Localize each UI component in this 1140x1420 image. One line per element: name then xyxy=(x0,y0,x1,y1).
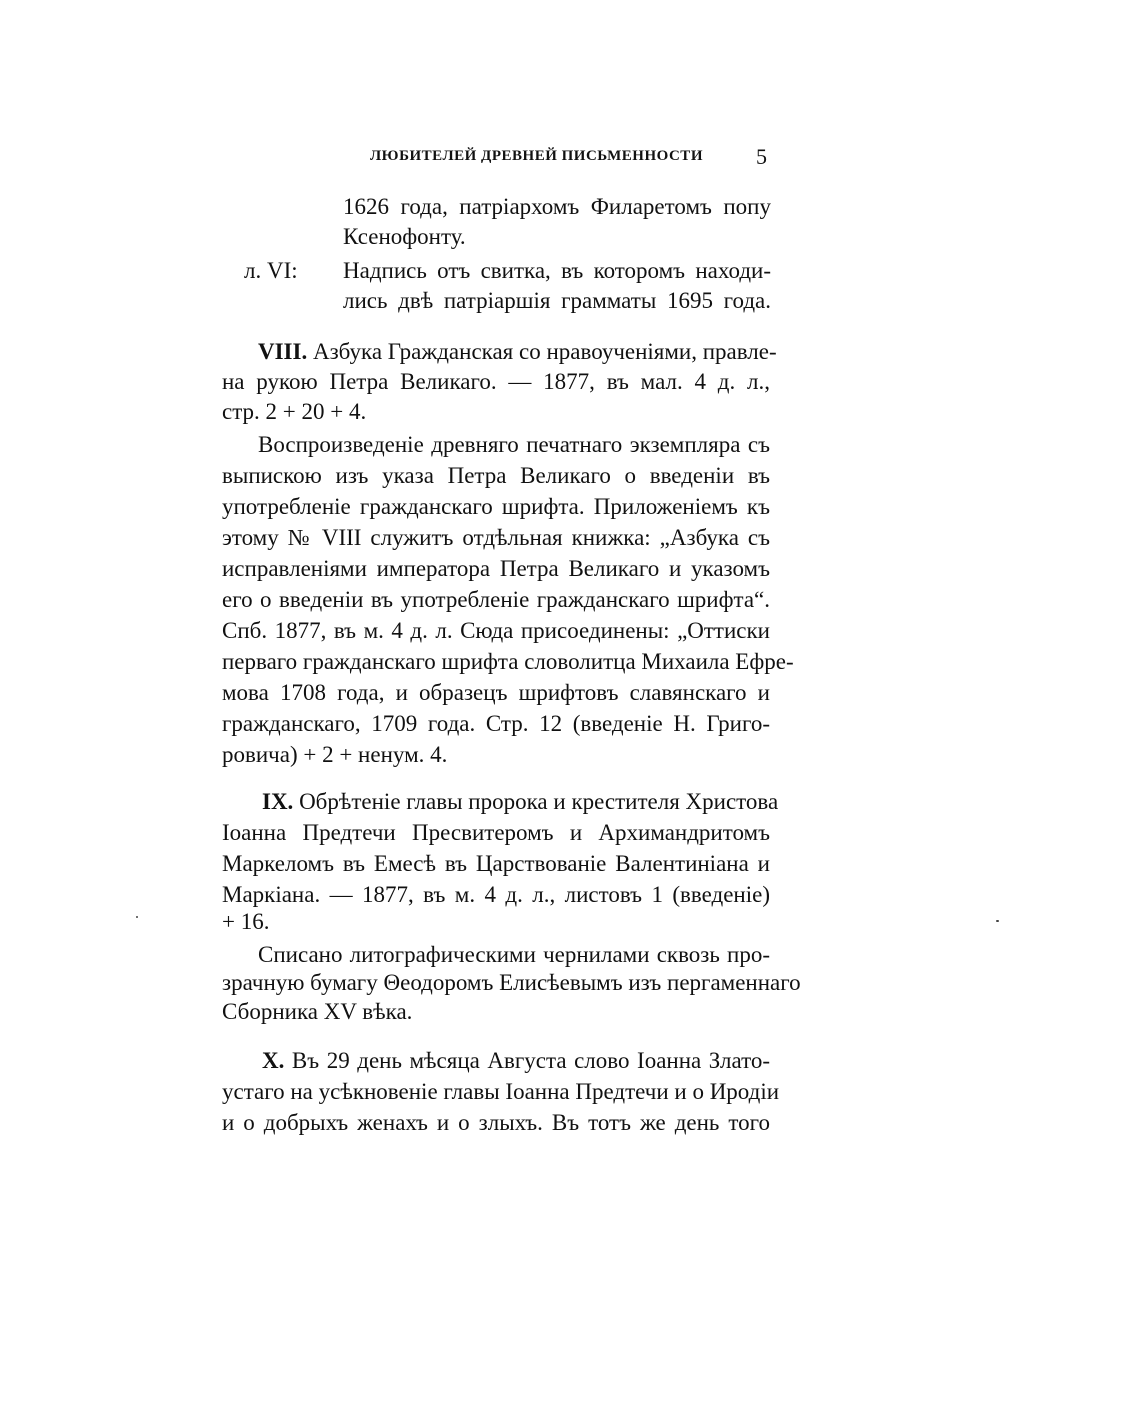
entry-body-line: выпискою изъ указа Петра Великаго о введеніи въ xyxy=(222,463,770,488)
entry-body-line: употребленіе гражданскаго шрифта. Приложеніемъ къ xyxy=(222,494,770,519)
note-line: Ксенофонту. xyxy=(343,224,466,249)
entry-title-line: Іоанна Предтечи Пресвитеромъ и Архимандритомъ xyxy=(222,820,770,845)
entry-body-line: этому № VIII служитъ отдѣльная книжка: „Азбука съ xyxy=(222,525,770,550)
running-title: ЛЮБИТЕЛЕЙ ДРЕВНЕЙ ПИСЬМЕННОСТИ xyxy=(370,148,703,164)
entry-title-text: Въ 29 день мѣсяца Августа слово Іоанна Злато- xyxy=(291,1048,770,1073)
page-number: 5 xyxy=(756,144,767,169)
entry-body-line: зрачную бумагу Θеодоромъ Елисѣевымъ изъ пергаменнаго xyxy=(222,970,801,995)
entry-body-line: перваго гражданскаго шрифта словолитца Михаила Ефре- xyxy=(222,649,794,674)
entry-body-line: мова 1708 года, и образецъ шрифтовъ славянскаго и xyxy=(222,680,770,705)
scan-speck xyxy=(996,920,999,922)
entry-numeral: VIII. xyxy=(258,339,308,364)
entry-title-line: Маркіана. — 1877, въ м. 4 д. л., листовъ 1 (введеніе) xyxy=(222,882,770,907)
entry-body-line: Спб. 1877, въ м. 4 д. л. Сюда присоединены: „Оттиски xyxy=(222,618,770,643)
entry-title-line: устаго на усѣкновеніе главы Іоанна Предтечи и о Иродіи xyxy=(222,1079,780,1104)
note-line: лись двѣ патріаршія грамматы 1695 года. xyxy=(343,288,771,313)
note-label: л. VI: xyxy=(244,258,298,283)
entry-body-line: исправленіями императора Петра Великаго и указомъ xyxy=(222,556,770,581)
entry-title-line: и о добрыхъ женахъ и о злыхъ. Въ тотъ же день того xyxy=(222,1110,770,1135)
entry-body-line: Воспроизведеніе древняго печатнаго экземпляра съ xyxy=(258,432,770,457)
entry-body-line: ровича) + 2 + ненум. 4. xyxy=(222,742,448,767)
entry-title-line: Маркеломъ въ Емесѣ въ Царствованіе Валентиніана и xyxy=(222,851,770,876)
entry-title-text: Обрѣтеніе главы пророка и крестителя Христова xyxy=(299,789,779,814)
entry-numeral: IX. xyxy=(262,789,294,814)
entry-body-line: Сборника XV вѣка. xyxy=(222,999,413,1024)
entry-title-line: стр. 2 + 20 + 4. xyxy=(222,399,367,424)
entry-title-text: Азбука Гражданская со нравоученіями, правле- xyxy=(312,339,777,364)
entry-title-line xyxy=(258,337,777,367)
entry-title-line: + 16. xyxy=(222,909,270,934)
note-line: 1626 года, патріархомъ Филаретомъ попу xyxy=(343,194,771,219)
entry-title-line xyxy=(262,787,779,817)
note-line: Надпись отъ свитка, въ которомъ находи- xyxy=(343,258,771,283)
entry-body-line: Списано литографическими чернилами сквозь про- xyxy=(258,942,770,967)
entry-numeral: X. xyxy=(262,1048,285,1073)
entry-body-line: его о введеніи въ употребленіе гражданскаго шрифта“. xyxy=(222,587,770,612)
entry-title-line: на рукою Петра Великаго. — 1877, въ мал. 4 д. л., xyxy=(222,369,770,394)
entry-body-line: гражданскаго, 1709 года. Стр. 12 (введеніе Н. Григо- xyxy=(222,711,770,736)
scan-speck xyxy=(136,916,138,918)
entry-title-line xyxy=(262,1046,770,1076)
